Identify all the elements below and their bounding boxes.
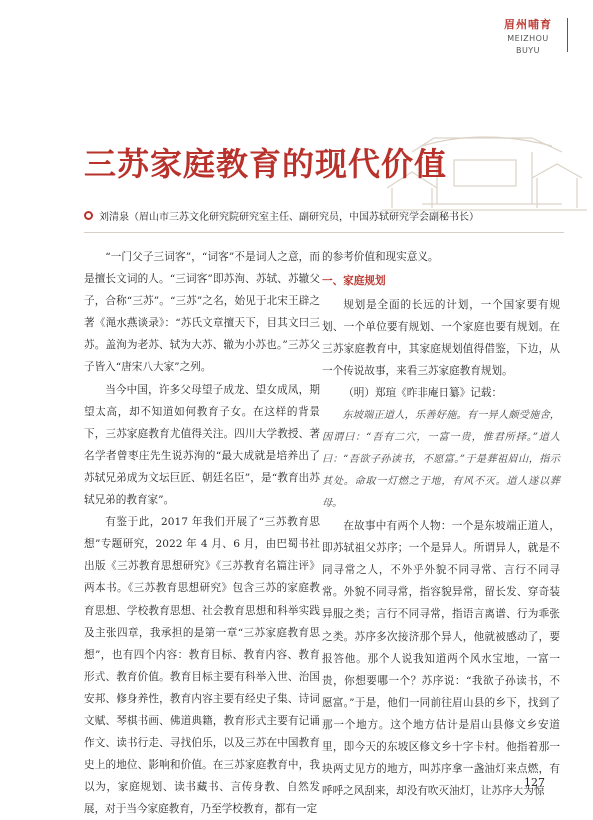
section-name: 眉州哺育 (504, 18, 552, 31)
paragraph: “一门父子三词客”，“词客”不是词人之意，而是擅长文词的人。“三词客”即苏洵、苏轼、苏辙父子，合称“三苏”。“三苏”之名，始见于北宋王辟之著《渑水燕谈录》：“苏氏文章擅天下，目其文曰三苏。盖洵为老苏、轼为大苏、辙为小苏也。”三苏父子皆入“唐宋八大家”之列。 (84, 251, 320, 374)
divider (84, 232, 564, 233)
quotation: 东坡端正道人，乐善好施。有一异人颇受施舍，因谓曰：“吾有二穴，一富一贵，惟君所择。”道人曰：“吾欲子孙读书，不愿富。”于是葬祖眉山，指示其处。命取一灯燃之于地，有风不灭。道人遂以葬母。 (322, 409, 560, 509)
section-name-en: MEIZHOU BUYU (507, 34, 549, 55)
header-divider (567, 18, 568, 52)
paragraph: 在故事中有两个人物：一个是东坡端正道人，即苏轼祖父苏序；一个是异人。所谓异人，就是不同寻常之人，不外乎外貌不同寻常、言行不同寻常。外貌不同寻常，指容貌异常，留长发、穿奇装异服之类；言行不同寻常，指语言离谱、行为乖张之类。苏序多次接济那个异人，他就被感动了，要报答他。那个人说我知道两个风水宝地，一富一贵，你想要哪一个？苏序说：“我欲子孙读书，不愿富。”于是，他们一同前往眉山县的乡下，找到了那一个地方。这个地方估计是眉山县修文乡安道里，即今天的东坡区修文乡十字卡村。他指着那一块两丈见方的地方，叫苏序拿一盏油灯来点燃，有呼呼之风刮来，却没有吹灭油灯，让苏序大为惊 (322, 520, 560, 798)
left-column (84, 246, 320, 820)
column-header (495, 18, 561, 57)
bullet-circle-icon (84, 211, 93, 220)
author-line (84, 205, 479, 221)
section-heading: 一、家庭规划 (322, 275, 386, 288)
page-number: 127 (524, 776, 545, 789)
right-column (322, 246, 560, 802)
paragraph: 规划是全面的长远的计划，一个国家要有规划、一个单位要有规划、一个家庭也要有规划。在三苏家庭教育中，其家庭规划值得借鉴，下边，从一个传说故事，来看三苏家庭教育规划。 (322, 299, 560, 378)
author: 刘清泉（眉山市三苏文化研究院研究室主任、副研究员，中国苏轼研究学会副秘书长） (99, 212, 479, 223)
paragraph-continuation: 的参考价值和现实意义。 (322, 251, 439, 263)
paragraph: 有鉴于此，2017 年我们开展了“三苏教育思想”专题研究，2022 年 4 月、6 月，由巴蜀书社出版《三苏教育思想研究》《三苏教育名篇注评》两本书。《三苏教育思想研究》包含三苏的家庭教育思想、学校教育思想、社会教育思想和科举实践及主张四章，我承担的是第一章“三苏家庭教育思想”，也有四个内容：教育目标、教育内容、教育形式、教育价值。教育目标主要有科举入世、治国安邦、修身养性，教育内容主要有经史子集、诗词文赋、琴棋书画、佛道典籍，教育形式主要有记诵作文、读书行走、寻找伯乐，以及三苏在中国教育史上的地位、影响和价值。在三苏家庭教育中，我以为，家庭规划、读书藏书、言传身教、自然发展，对于当今家庭教育，乃至学校教育，都有一定 (84, 516, 320, 816)
paragraph: （明）郑瑄《昨非庵日纂》记载： (343, 387, 503, 400)
article-title: 三苏家庭教育的现代价值 (84, 145, 448, 183)
paragraph: 当今中国，许多父母望子成龙、望女成凤，期望太高，却不知道如何教育子女。在这样的背景下，三苏家庭教育尤值得关注。四川大学教授、著名学者曾枣庄先生说苏洵的“最大成就是培养出了苏轼兄弟成为文坛巨匠、朝廷名臣”，是“教育出苏轼兄弟的教育家”。 (84, 383, 320, 507)
